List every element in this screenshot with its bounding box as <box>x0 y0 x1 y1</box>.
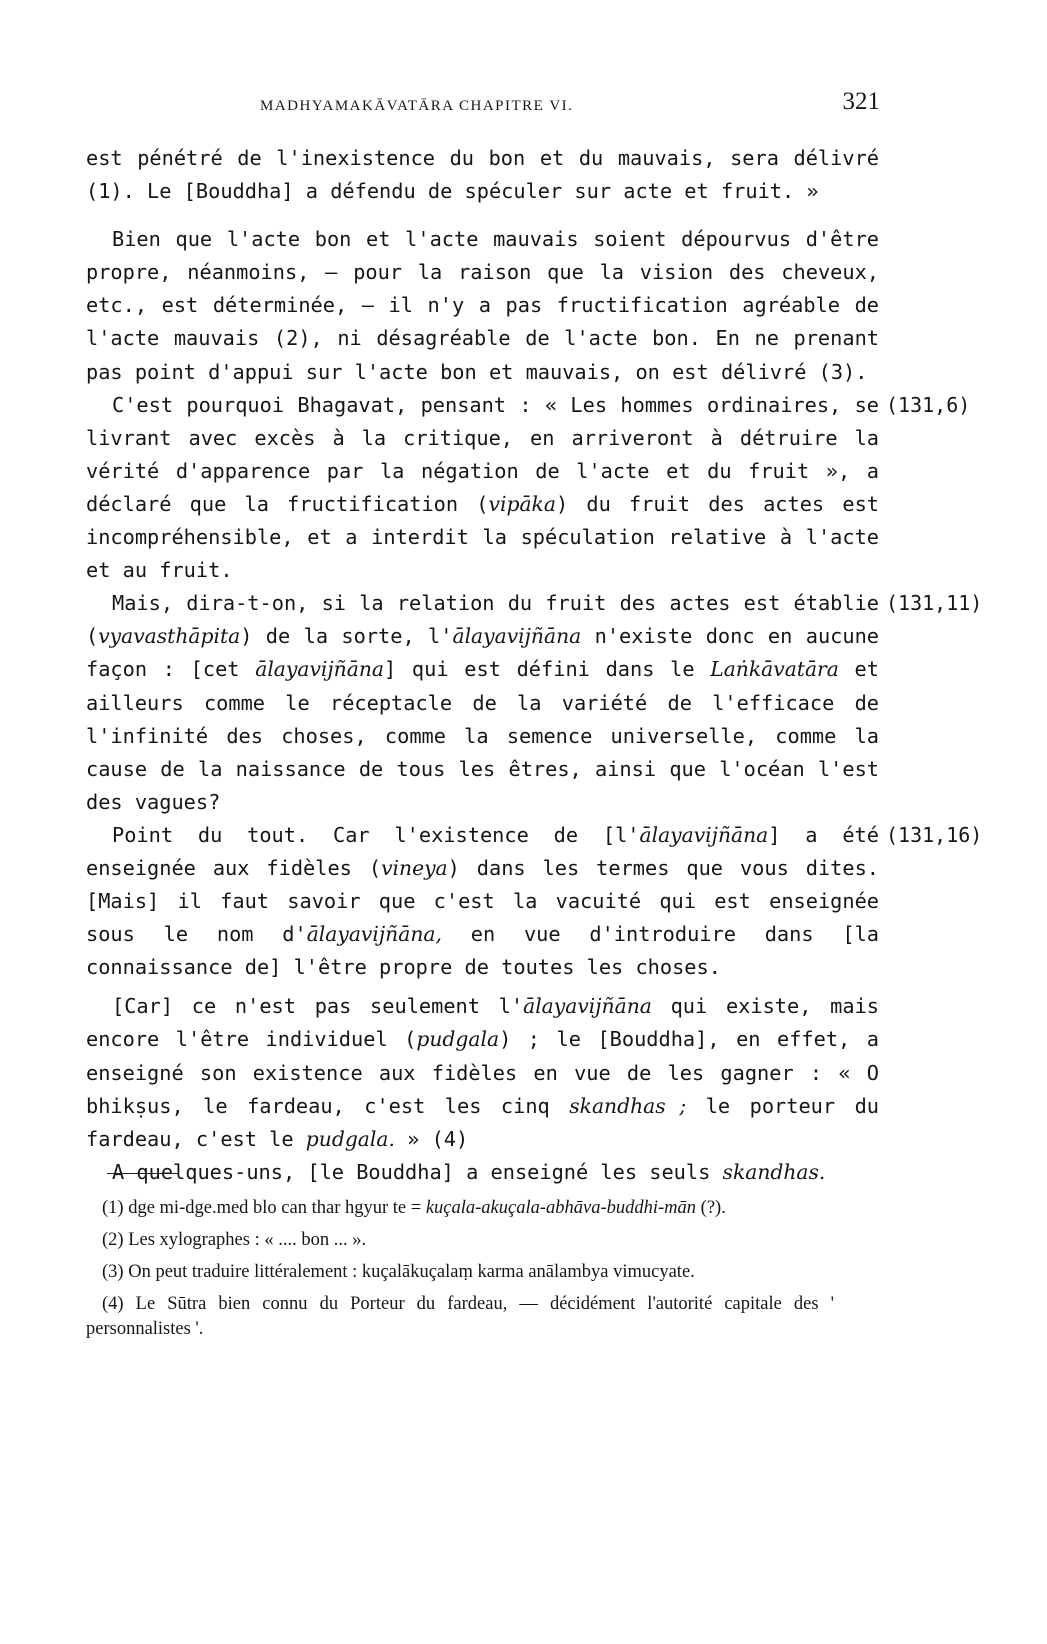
margin-reference: (131,6) <box>886 392 971 417</box>
paragraph-4: (131,11) Mais, dira-t-on, si la relation du fruit des actes est établie (vyavasthāpita) de la sorte, l'ālayavijñāna n'existe donc en aucune façon : [cet ālayavijñāna] qui est défini dans le Laṅkāvatāra et ailleurs comme le réceptacle de la variété de l'efficace de l'infinité des choses, comme la semence universelle, comme la cause de la naissance de tous les êtres, ainsi que l'océan l'est des vagues? <box>86 587 879 819</box>
paragraph-1: est pénétré de l'inexistence du bon et du mauvais, sera délivré (1). Le [Bouddha] a défendu de spéculer sur acte et fruit. » <box>86 146 879 204</box>
footnote-2: (2) Les xylographes : « .... bon ... ». <box>102 1230 367 1250</box>
footnote-4: (4) Le Sūtra bien connu du Porteur du fardeau, — décidément l'autorité capitale des ' personnalistes '. <box>86 1294 834 1339</box>
paragraph-3: (131,6) C'est pourquoi Bhagavat, pensant : « Les hommes ordinaires, se livrant avec excès à la critique, en arriveront à détruire la vérité d'apparence par la négation de l'acte et du fruit », a déclaré que la fructification (vipāka) du fruit des actes est incompréhensible, et a interdit la spéculation relative à l'acte et au fruit. <box>86 389 879 588</box>
paragraph-6: [Car] ce n'est pas seulement l'ālayavijñāna qui existe, mais encore l'être individuel (pudgala) ; le [Bouddha], en effet, a enseigné son existence aux fidèles en vue de les gagner : « O bhikṣus, le fardeau, c'est les cinq skandhas ; le porteur du fardeau, c'est le pudgala. » (4) <box>86 994 879 1151</box>
margin-reference: (131,11) <box>886 591 983 616</box>
footnote-3: (3) On peut traduire littéralement : kuçalākuçalaṃ karma anālambya vimucyate. <box>102 1262 695 1282</box>
paragraph-7: A quelques-uns, [le Bouddha] a enseigné les seuls skandhas. <box>112 1159 826 1184</box>
footnote-rule <box>107 1173 179 1174</box>
paragraph-5: (131,16) Point du tout. Car l'existence de [l'ālayavijñāna] a été enseignée aux fidèles (vineya) dans les termes que vous dites. [Mais] il faut savoir que c'est la vacuité qui est enseignée sous le nom d'ālayavijñāna, en vue d'introduire dans [la connaissance de] l'être propre de toutes les choses. <box>86 819 879 984</box>
paragraph-2: Bien que l'acte bon et l'acte mauvais soient dépourvus d'être propre, néanmoins, — pour la raison que la vision des cheveux, etc., est déterminée, — il n'y a pas fructification agréable de l'acte mauvais (2), ni désagréable de l'acte bon. En ne prenant pas point d'appui sur l'acte bon et mauvais, on est délivré (3). <box>86 227 879 384</box>
footnote-1: (1) dge mi-dge.med blo can thar hgyur te = kuçala-akuçala-abhāva-buddhi-mān (?). <box>102 1198 726 1218</box>
running-header <box>90 88 880 128</box>
margin-reference: (131,16) <box>886 822 983 847</box>
footnotes <box>86 1196 834 1349</box>
main-text <box>86 142 983 1189</box>
running-title: MADHYAMAKĀVATĀRA CHAPITRE VI. <box>260 98 574 114</box>
page-number: 321 <box>842 88 880 115</box>
